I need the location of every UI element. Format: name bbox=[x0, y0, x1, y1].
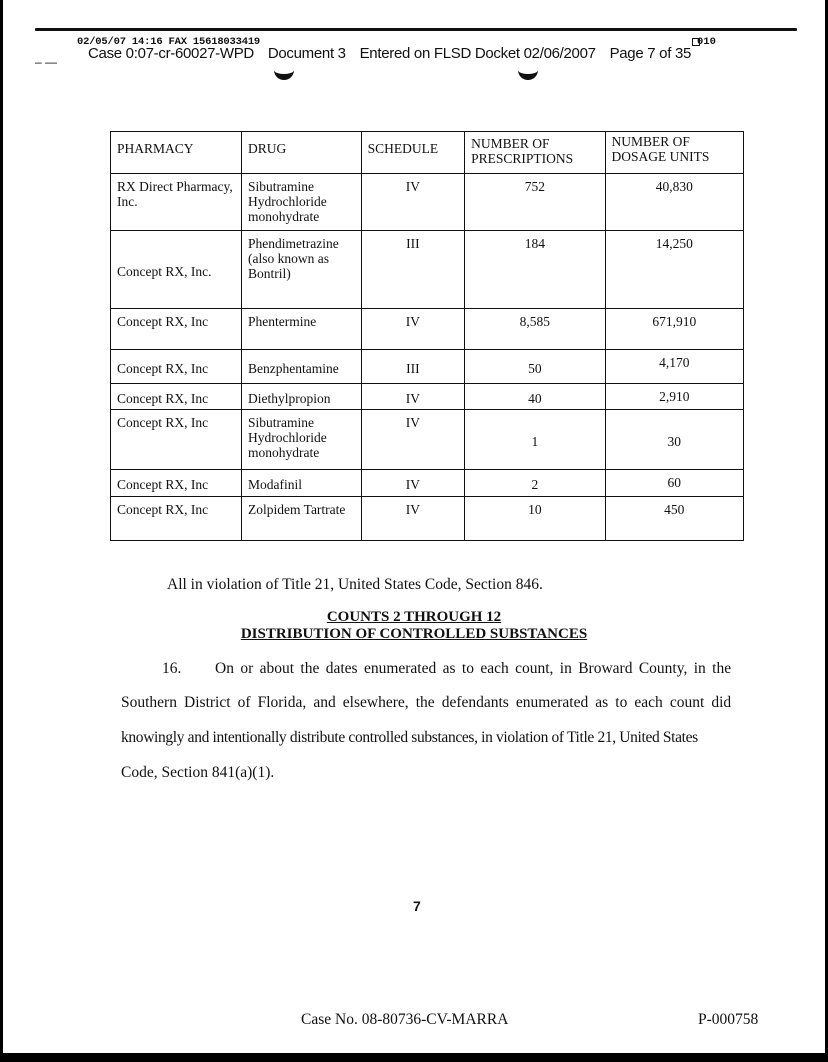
cell-dosage-units: 2,910 bbox=[605, 384, 743, 410]
cell-pharmacy: Concept RX, Inc bbox=[111, 384, 242, 410]
table-row bbox=[111, 384, 744, 410]
docket-page: Page 7 of 35 bbox=[609, 45, 692, 62]
cell-drug: Zolpidem Tartrate bbox=[242, 497, 362, 541]
paragraph-number: 16. bbox=[162, 660, 182, 677]
section-heading-distribution: DISTRIBUTION OF CONTROLLED SUBSTANCES bbox=[240, 626, 588, 642]
paragraph-line-4: Code, Section 841(a)(1). bbox=[121, 764, 275, 781]
header-pharmacy: PHARMACY bbox=[111, 132, 242, 174]
table-row bbox=[111, 231, 744, 309]
cell-schedule: IV bbox=[361, 470, 465, 497]
cell-pharmacy: Concept RX, Inc. bbox=[111, 231, 242, 309]
cell-dosage-units: 671,910 bbox=[605, 309, 743, 350]
paragraph-line-2: Southern District of Florida, and elsewhere, the defendants enumerated as to each count did bbox=[121, 694, 732, 711]
cell-drug: Phentermine bbox=[242, 309, 362, 350]
footer-case-number: Case No. 08-80736-CV-MARRA bbox=[301, 1011, 509, 1028]
table-row bbox=[111, 410, 744, 470]
table-row bbox=[111, 174, 744, 231]
docket-dash-mark: – — bbox=[35, 55, 58, 69]
prescriptions-table bbox=[110, 131, 744, 541]
table-row bbox=[111, 309, 744, 350]
docket-entered: Entered on FLSD Docket 02/06/2007 bbox=[359, 45, 596, 62]
cell-schedule: IV bbox=[361, 410, 465, 470]
cell-dosage-units: 14,250 bbox=[605, 231, 743, 309]
cell-pharmacy: RX Direct Pharmacy, Inc. bbox=[111, 174, 242, 231]
cell-prescriptions: 8,585 bbox=[465, 309, 605, 350]
scan-border-left bbox=[0, 0, 3, 1062]
fax-header-line: 02/05/07 14:16 FAX 15618033419 bbox=[77, 36, 261, 48]
docket-document: Document 3 bbox=[267, 45, 346, 62]
cell-schedule: IV bbox=[361, 497, 465, 541]
table-row bbox=[111, 350, 744, 384]
paragraph-line-1: On or about the dates enumerated as to each count, in Broward County, in the bbox=[215, 660, 732, 677]
cell-dosage-units: 30 bbox=[605, 410, 743, 470]
cell-prescriptions: 40 bbox=[465, 384, 605, 410]
cell-prescriptions: 1 bbox=[465, 410, 605, 470]
cell-dosage-units: 60 bbox=[605, 470, 743, 497]
cell-drug: Sibutramine Hydrochloride monohydrate bbox=[242, 174, 362, 231]
cell-pharmacy: Concept RX, Inc bbox=[111, 309, 242, 350]
cell-pharmacy: Concept RX, Inc bbox=[111, 350, 242, 384]
punch-hole-mark bbox=[274, 70, 294, 80]
cell-drug: Phendimetrazine (also known as Bontril) bbox=[242, 231, 362, 309]
cell-schedule: III bbox=[361, 231, 465, 309]
fax-page-code: 010 bbox=[697, 36, 716, 48]
cell-dosage-units: 4,170 bbox=[605, 350, 743, 384]
table-row bbox=[111, 470, 744, 497]
punch-hole-mark bbox=[518, 70, 538, 80]
fax-header-rule bbox=[35, 28, 797, 31]
cell-prescriptions: 184 bbox=[465, 231, 605, 309]
table-header-row bbox=[111, 132, 744, 174]
cell-pharmacy: Concept RX, Inc bbox=[111, 497, 242, 541]
violation-statement: All in violation of Title 21, United States Code, Section 846. bbox=[167, 576, 543, 593]
header-drug: DRUG bbox=[242, 132, 362, 174]
cell-prescriptions: 10 bbox=[465, 497, 605, 541]
paragraph-line-3: knowingly and intentionally distribute controlled substances, in violation of Title 21, United States bbox=[121, 729, 698, 746]
cell-drug: Benzphentamine bbox=[242, 350, 362, 384]
cell-prescriptions: 752 bbox=[465, 174, 605, 231]
cell-drug: Sibutramine Hydrochloride monohydrate bbox=[242, 410, 362, 470]
header-schedule: SCHEDULE bbox=[361, 132, 465, 174]
bates-number: P-000758 bbox=[698, 1011, 759, 1028]
cell-schedule: IV bbox=[361, 384, 465, 410]
cell-schedule: IV bbox=[361, 309, 465, 350]
cell-prescriptions: 50 bbox=[465, 350, 605, 384]
scan-border-bottom bbox=[0, 1053, 828, 1062]
header-dosage-units: NUMBER OF DOSAGE UNITS bbox=[605, 132, 743, 174]
cell-dosage-units: 40,830 bbox=[605, 174, 743, 231]
cell-pharmacy: Concept RX, Inc bbox=[111, 470, 242, 497]
cell-prescriptions: 2 bbox=[465, 470, 605, 497]
docket-header bbox=[88, 45, 701, 62]
header-prescriptions: NUMBER OF PRESCRIPTIONS bbox=[465, 132, 605, 174]
cell-drug: Modafinil bbox=[242, 470, 362, 497]
cell-schedule: IV bbox=[361, 174, 465, 231]
page-number: 7 bbox=[413, 898, 421, 914]
cell-dosage-units: 450 bbox=[605, 497, 743, 541]
docket-case-number: Case 0:07-cr-60027-WPD bbox=[88, 45, 254, 62]
section-heading-counts: COUNTS 2 THROUGH 12 bbox=[326, 609, 502, 625]
table-row bbox=[111, 497, 744, 541]
cell-drug: Diethylpropion bbox=[242, 384, 362, 410]
cell-pharmacy: Concept RX, Inc bbox=[111, 410, 242, 470]
cell-schedule: III bbox=[361, 350, 465, 384]
